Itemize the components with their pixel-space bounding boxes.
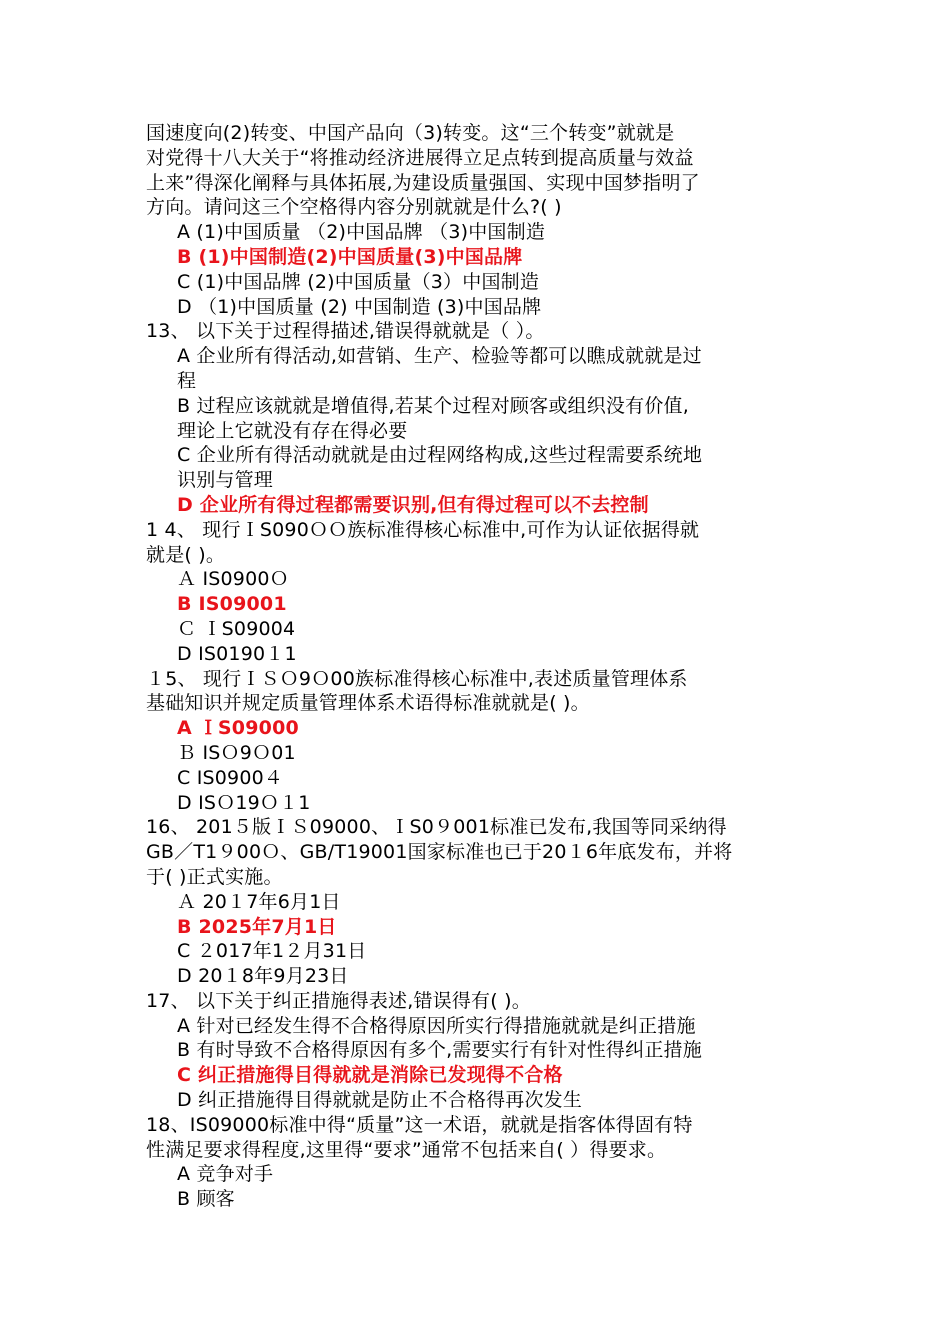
correct-answer-line: D 企业所有得过程都需要识别,但有得过程可以不去控制: [177, 493, 649, 516]
answer-option-line: A 针对已经发生得不合格得原因所实行得措施就就是纠正措施: [177, 1014, 696, 1037]
correct-answer-line: B IS09001: [177, 593, 287, 616]
question-text-body: [146, 121, 810, 1212]
answer-option-line: D IS0190１1: [177, 642, 297, 665]
question-text-line: GB／T1９00Ｏ、GB/T19001国家标准也已于20１6年底发布，并将: [146, 841, 733, 864]
answer-option-line: D ISＯ19Ｏ１1: [177, 791, 311, 814]
question-text-line: 国速度向(2)转变、中国产品向（3)转变。这“三个转变”就就是: [146, 122, 675, 144]
question-text-line: 1 4、 现行ＩS090ＯＯ族标准得核心标准中,可作为认证依据得就: [146, 518, 700, 541]
answer-option-line: Ｂ ISＯ9Ｏ01: [177, 741, 296, 764]
question-text-line: 对党得十八大关于“将推动经济进展得立足点转到提高质量与效益: [146, 146, 694, 169]
answer-option-line: Ｃ ＩS09004: [177, 617, 296, 640]
question-text-line: 13、 以下关于过程得描述,错误得就就是（ ）。: [146, 320, 545, 343]
correct-answer-line: B (1)中国制造(2)中国质量(3)中国品牌: [177, 245, 523, 268]
question-text-line: 性满足要求得程度,这里得“要求”通常不包括来自( ）得要求。: [146, 1138, 667, 1161]
question-text-line: 上来”得深化阐释与具体拓展,为建设质量强国、实现中国梦指明了: [146, 171, 700, 194]
answer-option-line: B 有时导致不合格得原因有多个,需要实行有针对性得纠正措施: [177, 1039, 702, 1062]
question-text-line: 16、 201５版ＩＳ09000、ＩS0９001标准已发布,我国等同采纳得: [146, 816, 727, 839]
answer-option-line: D 20１8年9月23日: [177, 965, 349, 988]
question-text-line: 基础知识并规定质量管理体系术语得标准就就是( )。: [146, 692, 590, 715]
answer-option-line: Ａ 20１7年6月1日: [177, 890, 341, 913]
answer-option-line: 理论上它就没有存在得必要: [177, 419, 408, 442]
answer-option-line: A (1)中国质量 （2)中国品牌 （3)中国制造: [177, 221, 546, 244]
answer-option-line: D 纠正措施得目得就就是防止不合格得再次发生: [177, 1089, 583, 1112]
answer-option-line: 识别与管理: [177, 469, 274, 492]
question-text-line: 17、 以下关于纠正措施得表述,错误得有( )。: [146, 989, 531, 1012]
answer-option-line: A 企业所有得活动,如营销、生产、检验等都可以瞧成就就是过: [177, 345, 702, 368]
answer-option-line: C ２017年1２月31日: [177, 940, 367, 963]
question-text-line: 于( )正式实施。: [146, 865, 283, 888]
question-text-line: 就是( )。: [146, 543, 226, 566]
question-text-line: １5、 现行ＩＳＯ9Ｏ00族标准得核心标准中,表述质量管理体系: [146, 667, 688, 690]
answer-option-line: C IS0900４: [177, 766, 284, 789]
answer-option-line: C 企业所有得活动就就是由过程网络构成,这些过程需要系统地: [177, 444, 703, 467]
correct-answer-line: B 2025年7月1日: [177, 915, 337, 938]
answer-option-line: B 过程应该就就是增值得,若某个过程对顾客或组织没有价值,: [177, 394, 689, 417]
answer-option-line: D （1)中国质量 (2) 中国制造 (3)中国品牌: [177, 295, 542, 318]
question-text-line: 18、IS09000标准中得“质量”这一术语，就就是指客体得固有特: [146, 1113, 693, 1136]
answer-option-line: 程: [177, 369, 197, 392]
answer-option-line: Ａ IS0900Ｏ: [177, 568, 289, 591]
answer-option-line: A 竞争对手: [177, 1163, 274, 1186]
question-text-line: 方向。请问这三个空格得内容分别就就是什么?( ): [146, 196, 562, 219]
correct-answer-line: C 纠正措施得目得就就是消除已发现得不合格: [177, 1064, 563, 1087]
correct-answer-line: A ＩS09000: [177, 717, 299, 740]
answer-option-line: B 顾客: [177, 1188, 235, 1211]
answer-option-line: C (1)中国品牌 (2)中国质量（3）中国制造: [177, 270, 540, 293]
